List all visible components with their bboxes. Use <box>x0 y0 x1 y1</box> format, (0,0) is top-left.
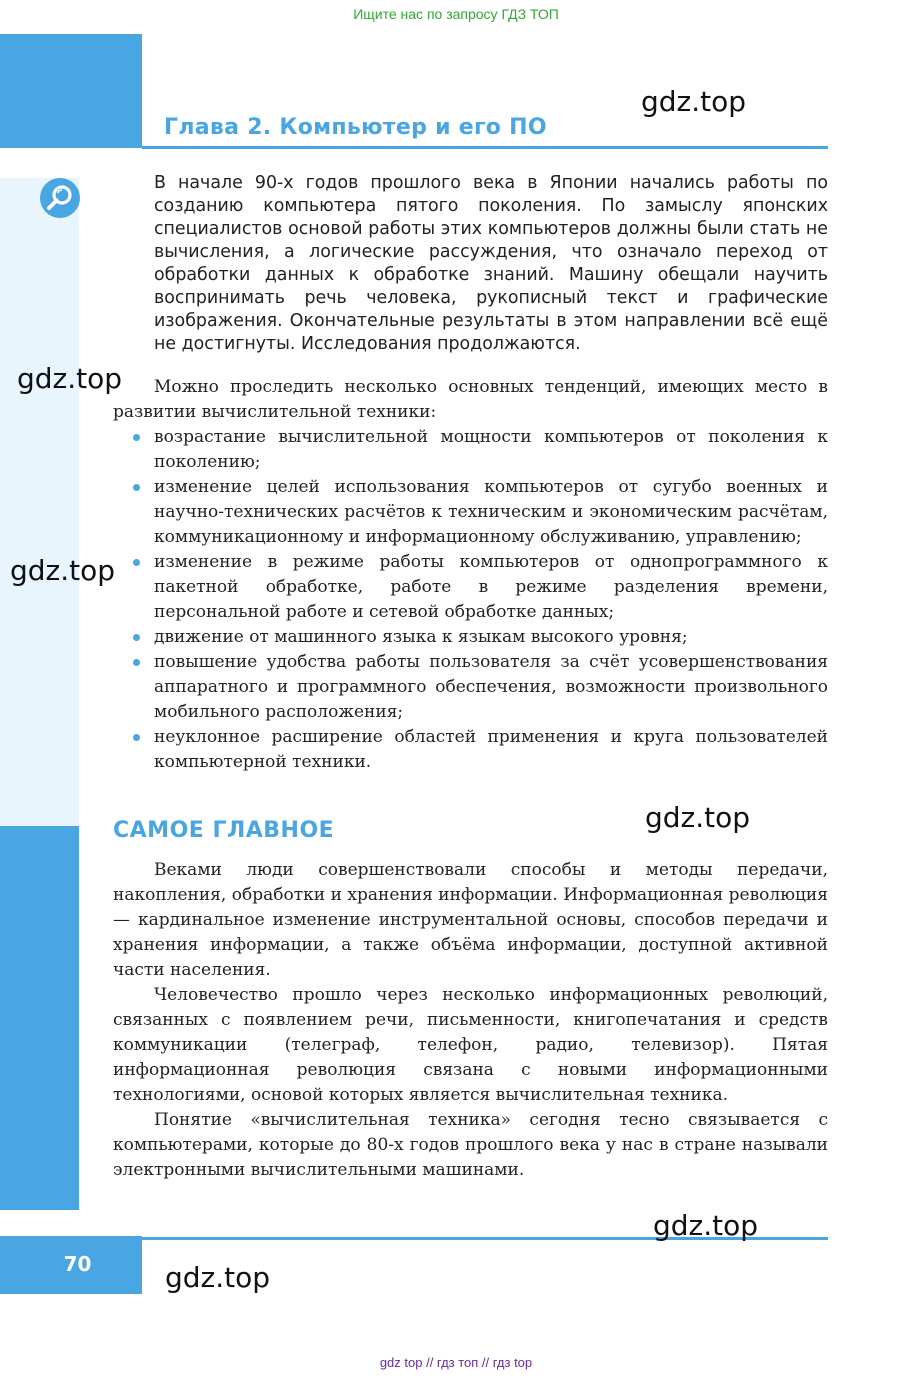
trends-list <box>113 425 828 775</box>
top-search-note: Ищите нас по запросу ГДЗ ТОП <box>353 6 559 22</box>
watermark: gdz.top <box>645 801 751 834</box>
trends-intro: Можно проследить несколько основных тенденций, имеющих место в развитии вычислительной техники: <box>113 377 828 422</box>
bottom-links-note: gdz top // гдз топ // гдз top <box>379 1355 533 1370</box>
summary-paragraph: Человечество прошло через несколько информационных революций, связанных с появлением речи, письменности, книгопечатания и средств коммуникации (телеграф, телефон, радио, телевизор). Пятая информационная революция связана с новыми информационными технологиями, основой которых является вычислительная техника. <box>113 985 828 1105</box>
page-number: 70 <box>63 1252 92 1276</box>
header-rule <box>142 146 828 149</box>
bullet-dot-icon <box>133 634 140 641</box>
info-paragraph: В начале 90-х годов прошлого века в Японии начались работы по созданию компьютера пятого поколения. По замыслу японских специалистов основой работы этих компьютеров должны были стать не вычисления, а логические рассуждения, что означало переход от обработки данных к обработке знаний. Машину обещали научить воспринимать речь человека, рукописный текст и графические изображения. Окончательные результаты в этом направлении всё ещё не достигнуты. Исследования продолжаются. <box>154 173 828 354</box>
summary-section <box>113 858 828 1183</box>
header-accent-bar <box>0 34 142 148</box>
list-item: движение от машинного языка к языкам высокого уровня; <box>113 625 828 650</box>
bullet-dot-icon <box>133 434 140 441</box>
bullet-dot-icon <box>133 484 140 491</box>
list-item: неуклонное расширение областей применения и круга пользователей компьютерной техники. <box>113 725 828 775</box>
list-item: изменение в режиме работы компьютеров от однопрограммного к пакетной обработке, работе в режиме разделения времени, персональной работе и сетевой обработке данных; <box>113 550 828 625</box>
sidebar-light-strip <box>0 178 79 826</box>
list-item: возрастание вычислительной мощности компьютеров от поколения к поколению; <box>113 425 828 475</box>
list-item: изменение целей использования компьютеров от сугубо военных и научно-технических расчётов к техническим и экономическим расчётам, коммуникационному и информационному обслуживанию, управлению; <box>113 475 828 550</box>
bullet-dot-icon <box>133 659 140 666</box>
trends-section <box>113 375 828 775</box>
summary-paragraph: Веками люди совершенствовали способы и методы передачи, накопления, обработки и хранения информации. Информационная революция — кардинальное изменение инструментальной основы, способов передачи и хранения информации, а также объёма информации, доступной активной части населения. <box>113 860 828 980</box>
watermark: gdz.top <box>17 362 123 395</box>
bullet-dot-icon <box>133 559 140 566</box>
summary-title: САМОЕ ГЛАВНОЕ <box>113 818 335 843</box>
watermark: gdz.top <box>165 1261 271 1294</box>
watermark: gdz.top <box>653 1209 759 1242</box>
watermark: gdz.top <box>641 85 747 118</box>
summary-paragraph: Понятие «вычислительная техника» сегодня тесно связывается с компьютерами, которые до 80-х годов прошлого века у нас в стране называли электронными вычислительными машинами. <box>113 1110 828 1180</box>
bullet-dot-icon <box>133 734 140 741</box>
chapter-title: Глава 2. Компьютер и его ПО <box>164 115 547 140</box>
watermark: gdz.top <box>10 554 116 587</box>
sidebar-dark-strip <box>0 826 79 1210</box>
list-item: повышение удобства работы пользователя за счёт усовершенствования аппаратного и программного обеспечения, возможности произвольного мобильного расположения; <box>113 650 828 725</box>
search-magnifier-icon <box>40 178 80 218</box>
